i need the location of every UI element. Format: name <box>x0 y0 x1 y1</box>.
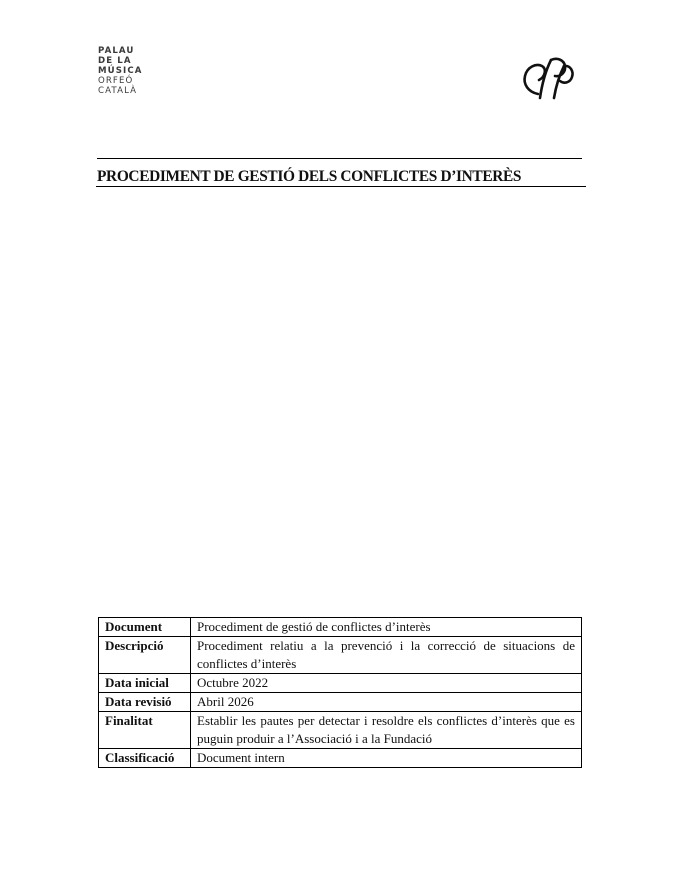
title-rule-bottom <box>96 186 586 187</box>
row-value: Establir les pautes per detectar i resoldre els conflictes d’interès que es puguin produir a l’Associació i a la Fundació <box>191 712 582 749</box>
title-rule-top <box>97 158 582 159</box>
table-row <box>99 637 582 674</box>
logo-wordmark <box>98 46 142 96</box>
row-value: Octubre 2022 <box>191 674 582 693</box>
row-value: Procediment de gestió de conflictes d’interès <box>191 618 582 637</box>
row-label: Document <box>99 618 191 637</box>
row-label: Data inicial <box>99 674 191 693</box>
table-row <box>99 693 582 712</box>
document-title: PROCEDIMENT DE GESTIÓ DELS CONFLICTES D’INTERÈS <box>97 168 522 185</box>
table-row <box>99 712 582 749</box>
logo-line: MÚSICA <box>98 66 143 76</box>
palau-monogram-icon <box>520 54 576 100</box>
table-row <box>99 618 582 637</box>
logo-line: CATALÀ <box>98 86 138 96</box>
table-row <box>99 674 582 693</box>
row-label: Classificació <box>99 749 191 768</box>
logo-line: PALAU <box>98 46 135 56</box>
logo-line: ORFEÓ <box>98 76 134 86</box>
row-label: Finalitat <box>99 712 191 749</box>
row-label: Descripció <box>99 637 191 674</box>
row-value: Procediment relatiu a la prevenció i la correcció de situacions de conflictes d’interès <box>191 637 582 674</box>
logo-line: DE LA <box>98 56 132 66</box>
table-row <box>99 749 582 768</box>
document-info-table <box>98 617 582 768</box>
row-value: Document intern <box>191 749 582 768</box>
row-value: Abril 2026 <box>191 693 582 712</box>
row-label: Data revisió <box>99 693 191 712</box>
